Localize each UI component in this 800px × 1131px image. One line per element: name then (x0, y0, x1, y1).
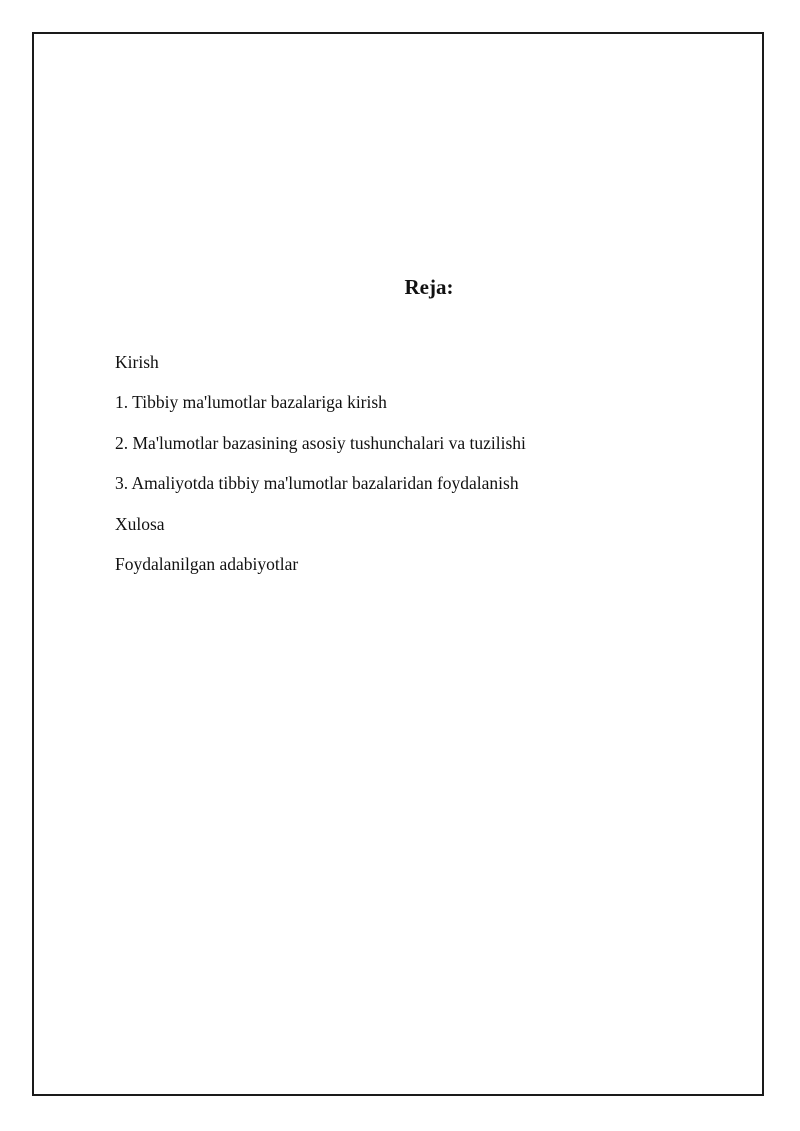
plan-item-references: Foydalanilgan adabiyotlar (115, 553, 299, 574)
plan-item-conclusion: Xulosa (115, 513, 165, 534)
plan-item-introduction: Kirish (115, 352, 159, 372)
plan-list (115, 351, 526, 593)
plan-item-2: 2. Ma'lumotlar bazasining asosiy tushunchalari va tuzilishi (115, 432, 526, 453)
plan-item-3: 3. Amaliyotda tibbiy ma'lumotlar bazalaridan foydalanish (115, 473, 519, 494)
page-title: Reja: (404, 275, 454, 299)
plan-item-1: 1. Tibbiy ma'lumotlar bazalariga kirish (115, 392, 387, 413)
